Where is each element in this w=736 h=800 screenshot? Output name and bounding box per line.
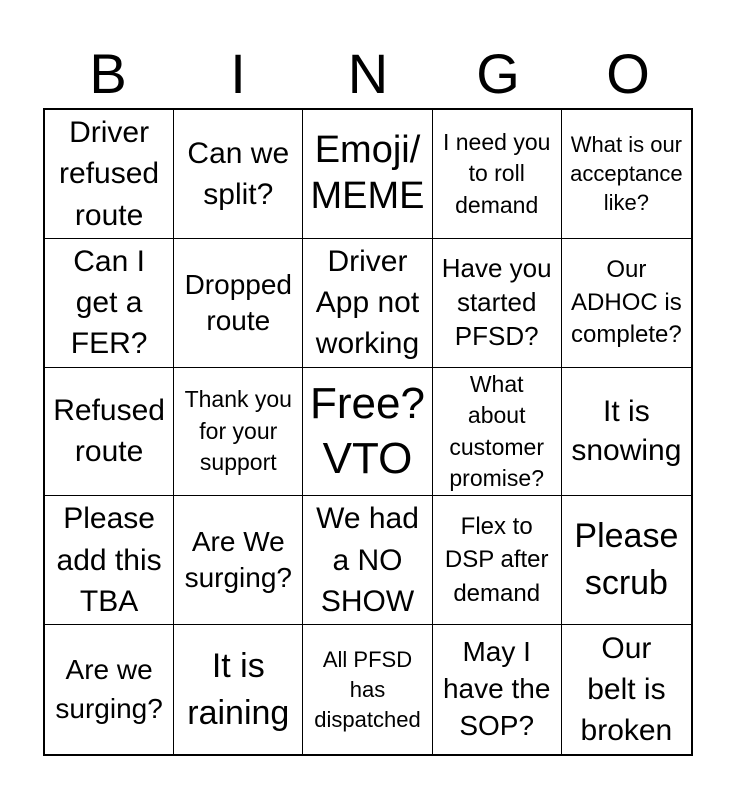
bingo-cell-r1-c1[interactable] xyxy=(45,110,174,239)
bingo-cell-text: Flex to DSP after demand xyxy=(444,512,549,608)
header-letter-g: G xyxy=(476,42,520,105)
bingo-cell-r4-c4[interactable] xyxy=(433,496,562,625)
bingo-cell-r4-c1[interactable] xyxy=(45,496,174,625)
header-letter-i: I xyxy=(230,42,246,105)
header-letter-o: O xyxy=(606,42,650,105)
bingo-cell-r3-c1[interactable] xyxy=(45,368,174,497)
bingo-cell-text: Please add this TBA xyxy=(56,502,162,618)
bingo-board xyxy=(43,108,693,756)
bingo-cell-r3-c3[interactable] xyxy=(303,368,432,497)
bingo-cell-r5-c5[interactable] xyxy=(562,625,691,754)
bingo-cell-text: Free? VTO xyxy=(310,379,425,484)
bingo-cell-text: We had a NO SHOW xyxy=(316,502,419,618)
bingo-cell-text: It is raining xyxy=(187,646,290,732)
bingo-cell-r1-c4[interactable] xyxy=(433,110,562,239)
bingo-cell-r2-c5[interactable] xyxy=(562,239,691,368)
bingo-cell-text: Are we surging? xyxy=(55,653,163,724)
bingo-cell-text: Our ADHOC is complete? xyxy=(571,256,682,348)
bingo-cell-text: Can we split? xyxy=(187,136,290,211)
bingo-cell-r5-c4[interactable] xyxy=(433,625,562,754)
header-letter-n: N xyxy=(347,42,389,105)
bingo-cell-r2-c3[interactable] xyxy=(303,239,432,368)
bingo-cell-r1-c2[interactable] xyxy=(174,110,303,239)
bingo-cell-text: Thank you for your support xyxy=(184,385,292,476)
bingo-cell-r5-c2[interactable] xyxy=(174,625,303,754)
bingo-cell-text: What about customer promise? xyxy=(449,371,544,491)
bingo-cell-r1-c3[interactable] xyxy=(303,110,432,239)
bingo-cell-r2-c2[interactable] xyxy=(174,239,303,368)
bingo-cell-r5-c3[interactable] xyxy=(303,625,432,754)
bingo-cell-text: Are We surging? xyxy=(184,526,292,594)
bingo-cell-text: Emoji/ MEME xyxy=(310,129,425,217)
bingo-cell-text: Refused route xyxy=(53,394,165,469)
bingo-cell-r3-c4[interactable] xyxy=(433,368,562,497)
bingo-cell-r3-c2[interactable] xyxy=(174,368,303,497)
bingo-cell-r3-c5[interactable] xyxy=(562,368,691,497)
bingo-cell-text: Can I get a FER? xyxy=(70,244,148,361)
bingo-cell-r2-c4[interactable] xyxy=(433,239,562,368)
bingo-header xyxy=(43,40,693,108)
bingo-cell-r4-c2[interactable] xyxy=(174,496,303,625)
bingo-cell-r2-c1[interactable] xyxy=(45,239,174,368)
bingo-cell-r4-c5[interactable] xyxy=(562,496,691,625)
bingo-cell-text: Please scrub xyxy=(574,517,679,603)
bingo-cell-r4-c3[interactable] xyxy=(303,496,432,625)
bingo-cell-text: Driver App not working xyxy=(315,244,420,361)
header-letter-b: B xyxy=(89,42,127,105)
bingo-cell-text: May I have the SOP? xyxy=(442,636,551,742)
bingo-cell-text: Driver refused route xyxy=(59,115,160,232)
bingo-cell-text: What is our acceptance like? xyxy=(570,132,683,216)
bingo-cell-text: It is snowing xyxy=(571,394,682,468)
bingo-cell-text: All PFSD has dispatched xyxy=(314,646,421,732)
bingo-cell-text: Our belt is broken xyxy=(580,631,673,748)
bingo-cell-text: Have you started PFSD? xyxy=(441,253,552,351)
bingo-cell-r1-c5[interactable] xyxy=(562,110,691,239)
bingo-cell-text: I need you to roll demand xyxy=(442,129,551,218)
bingo-cell-text: Dropped route xyxy=(184,268,292,336)
bingo-cell-r5-c1[interactable] xyxy=(45,625,174,754)
